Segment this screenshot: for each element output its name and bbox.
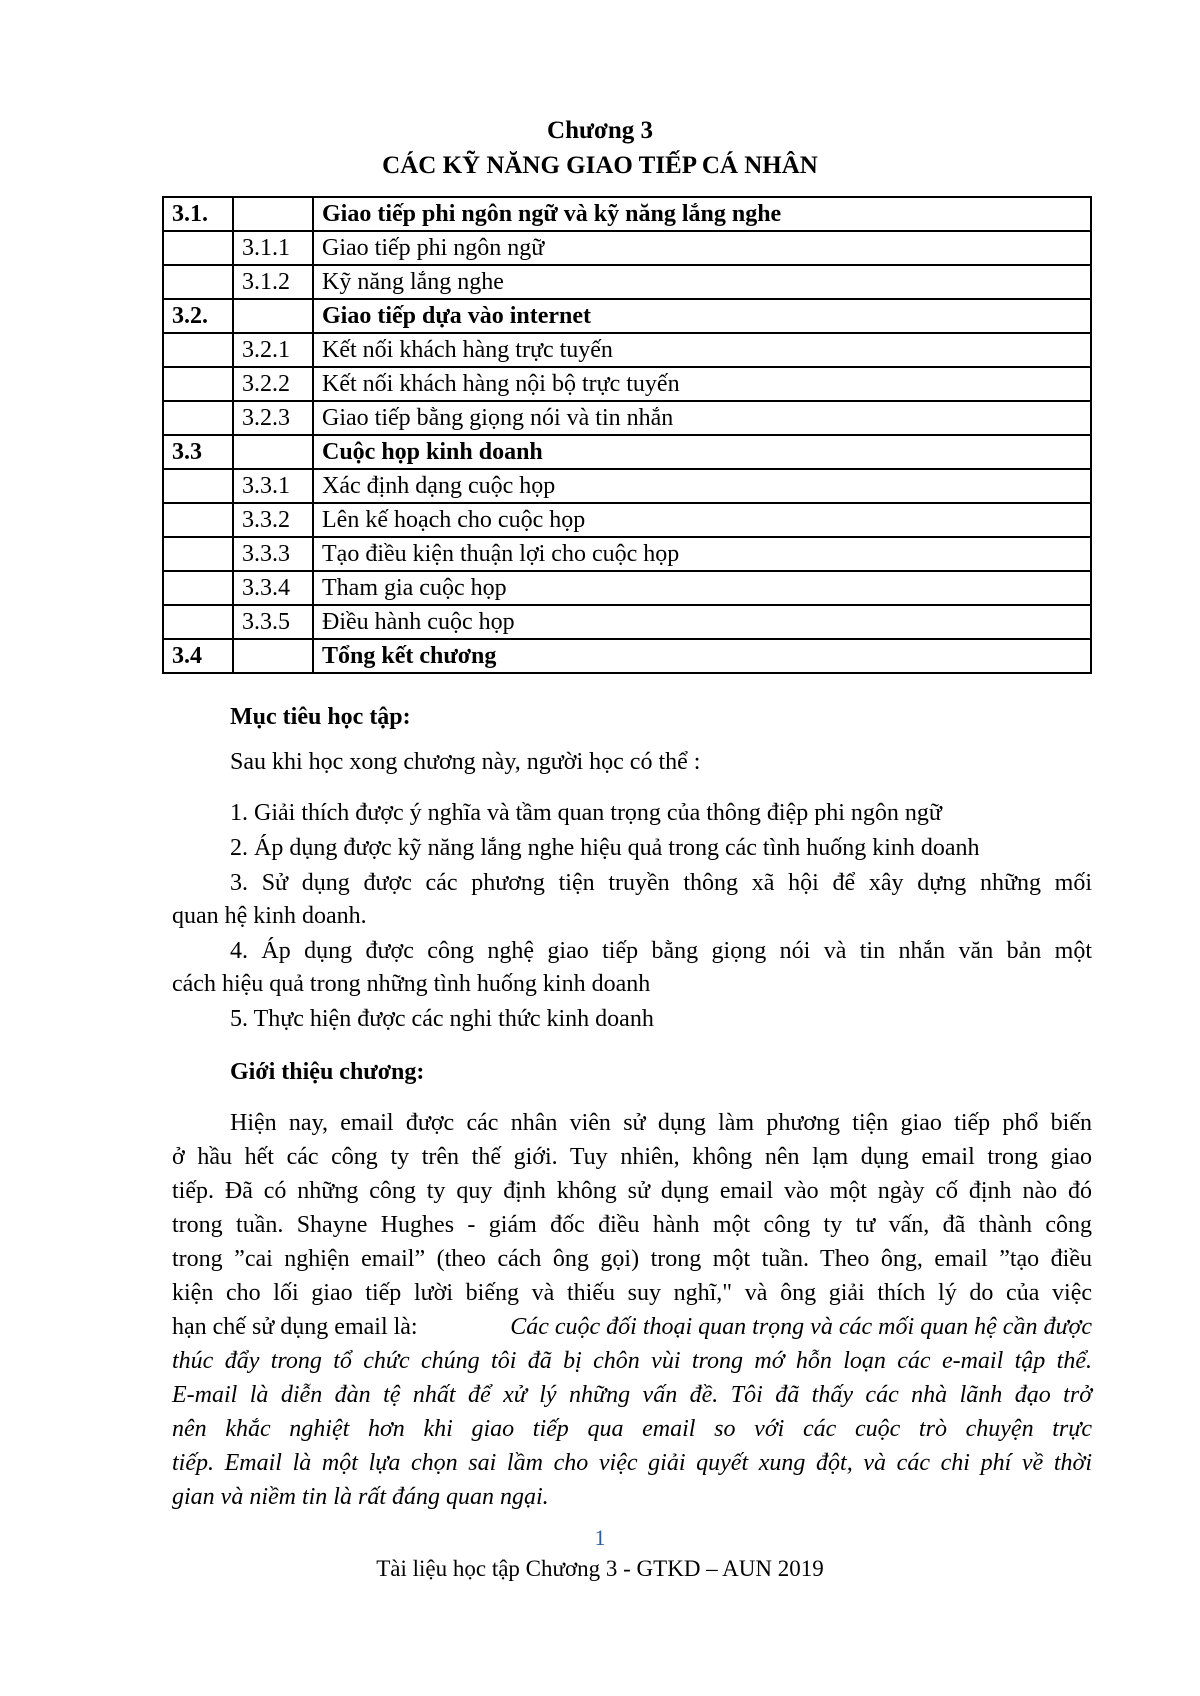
toc-subnumber-cell: 3.2.1	[233, 333, 313, 367]
chapter-contents-table	[162, 196, 1092, 674]
toc-subsection-row	[163, 265, 1091, 299]
intro-line: Hiện nay, email được các nhân viên sử dụng làm phương tiện giao tiếp phổ biến	[230, 1110, 1092, 1136]
toc-number-cell	[163, 333, 233, 367]
toc-number-cell: 3.1.	[163, 197, 233, 231]
objectives-heading: Mục tiêu học tập:	[230, 704, 411, 730]
toc-number-cell: 3.4	[163, 639, 233, 673]
toc-title-cell: Cuộc họp kinh doanh	[313, 435, 1091, 469]
toc-subsection-row	[163, 605, 1091, 639]
toc-title-cell: Tạo điều kiện thuận lợi cho cuộc họp	[313, 537, 1091, 571]
toc-title-cell: Kết nối khách hàng nội bộ trực tuyến	[313, 367, 1091, 401]
objective-item: 1. Giải thích được ý nghĩa và tầm quan trọng của thông điệp phi ngôn ngữ	[230, 800, 942, 826]
intro-line: trong tuần. Shayne Hughes - giám đốc điều hành một công ty tư vấn, đã thành công	[172, 1212, 1092, 1238]
toc-subnumber-cell	[233, 435, 313, 469]
toc-subsection-row	[163, 333, 1091, 367]
page-footer: Tài liệu học tập Chương 3 - GTKD – AUN 2019	[376, 1556, 824, 1581]
toc-title-cell: Điều hành cuộc họp	[313, 605, 1091, 639]
toc-section-row	[163, 639, 1091, 673]
objective-item: 4. Áp dụng được công nghệ giao tiếp bằng giọng nói và tin nhắn văn bản một	[230, 938, 1092, 964]
toc-title-cell: Kết nối khách hàng trực tuyến	[313, 333, 1091, 367]
toc-subsection-row	[163, 401, 1091, 435]
toc-subnumber-cell: 3.1.2	[233, 265, 313, 299]
toc-subsection-row	[163, 367, 1091, 401]
toc-number-cell	[163, 537, 233, 571]
toc-number-cell: 3.3	[163, 435, 233, 469]
toc-subnumber-cell: 3.3.1	[233, 469, 313, 503]
objective-item: 2. Áp dụng được kỹ năng lắng nghe hiệu quả trong các tình huống kinh doanh	[230, 835, 980, 861]
toc-subnumber-cell	[233, 299, 313, 333]
toc-subnumber-cell	[233, 639, 313, 673]
chapter-label: Chương 3	[547, 117, 653, 144]
toc-subnumber-cell: 3.1.1	[233, 231, 313, 265]
intro-line: kiện cho lối giao tiếp lười biếng và thiếu suy nghĩ," và ông giải thích lý do của việc	[172, 1280, 1092, 1306]
intro-quote-line: thúc đẩy trong tổ chức chúng tôi đã bị chôn vùi trong mớ hỗn loạn các e-mail tập thể.	[172, 1348, 1092, 1374]
intro-quote-line: gian và niềm tin là rất đáng quan ngại.	[172, 1484, 549, 1510]
intro-heading: Giới thiệu chương:	[230, 1059, 425, 1085]
intro-line: tiếp. Đã có những công ty quy định không sử dụng email vào một ngày cố định nào đó	[172, 1178, 1092, 1204]
intro-quote-start: Các cuộc đối thoại quan trọng và các mối quan hệ cần được	[510, 1314, 1092, 1340]
toc-subnumber-cell: 3.2.3	[233, 401, 313, 435]
toc-subnumber-cell	[233, 197, 313, 231]
page-number: 1	[594, 1525, 606, 1550]
intro-line-normal-part: hạn chế sử dụng email là:	[172, 1314, 418, 1340]
toc-title-cell: Giao tiếp bằng giọng nói và tin nhắn	[313, 401, 1091, 435]
toc-title-cell: Giao tiếp dựa vào internet	[313, 299, 1091, 333]
objective-item: 5. Thực hiện được các nghi thức kinh doanh	[230, 1006, 654, 1032]
objective-item-continuation: quan hệ kinh doanh.	[172, 903, 367, 929]
toc-subnumber-cell: 3.3.4	[233, 571, 313, 605]
toc-number-cell	[163, 503, 233, 537]
toc-title-cell: Xác định dạng cuộc họp	[313, 469, 1091, 503]
toc-number-cell	[163, 231, 233, 265]
toc-subnumber-cell: 3.3.3	[233, 537, 313, 571]
toc-title-cell: Tham gia cuộc họp	[313, 571, 1091, 605]
intro-line: ở hầu hết các công ty trên thế giới. Tuy nhiên, không nên lạm dụng email trong giao	[172, 1144, 1092, 1170]
intro-quote-line: nên khắc nghiệt hơn khi giao tiếp qua email so với các cuộc trò chuyện trực	[172, 1416, 1092, 1442]
toc-section-row	[163, 197, 1091, 231]
objectives-intro: Sau khi học xong chương này, người học có thể :	[230, 749, 701, 775]
toc-subnumber-cell: 3.3.5	[233, 605, 313, 639]
toc-number-cell: 3.2.	[163, 299, 233, 333]
toc-section-row	[163, 435, 1091, 469]
toc-number-cell	[163, 605, 233, 639]
toc-title-cell: Giao tiếp phi ngôn ngữ và kỹ năng lắng nghe	[313, 197, 1091, 231]
toc-subsection-row	[163, 231, 1091, 265]
toc-title-cell: Giao tiếp phi ngôn ngữ	[313, 231, 1091, 265]
toc-title-cell: Tổng kết chương	[313, 639, 1091, 673]
toc-number-cell	[163, 571, 233, 605]
toc-number-cell	[163, 265, 233, 299]
intro-quote-line: tiếp. Email là một lựa chọn sai lầm cho việc giải quyết xung đột, và các chi phí về thời	[172, 1450, 1092, 1476]
toc-subsection-row	[163, 469, 1091, 503]
objective-item: 3. Sử dụng được các phương tiện truyền thông xã hội để xây dựng những mối	[230, 870, 1092, 896]
chapter-title: CÁC KỸ NĂNG GIAO TIẾP CÁ NHÂN	[382, 152, 818, 179]
toc-subnumber-cell: 3.3.2	[233, 503, 313, 537]
toc-section-row	[163, 299, 1091, 333]
intro-line-mixed	[172, 1310, 1092, 1344]
toc-subsection-row	[163, 571, 1091, 605]
toc-number-cell	[163, 367, 233, 401]
toc-subsection-row	[163, 537, 1091, 571]
toc-title-cell: Lên kế hoạch cho cuộc họp	[313, 503, 1091, 537]
toc-number-cell	[163, 401, 233, 435]
objective-item-continuation: cách hiệu quả trong những tình huống kinh doanh	[172, 971, 651, 997]
toc-number-cell	[163, 469, 233, 503]
toc-title-cell: Kỹ năng lắng nghe	[313, 265, 1091, 299]
toc-subnumber-cell: 3.2.2	[233, 367, 313, 401]
intro-line: trong ”cai nghiện email” (theo cách ông gọi) trong một tuần. Theo ông, email ”tạo điều	[172, 1246, 1092, 1272]
toc-subsection-row	[163, 503, 1091, 537]
intro-quote-line: E-mail là diễn đàn tệ nhất để xử lý những vấn đề. Tôi đã thấy các nhà lãnh đạo trở	[172, 1382, 1092, 1408]
